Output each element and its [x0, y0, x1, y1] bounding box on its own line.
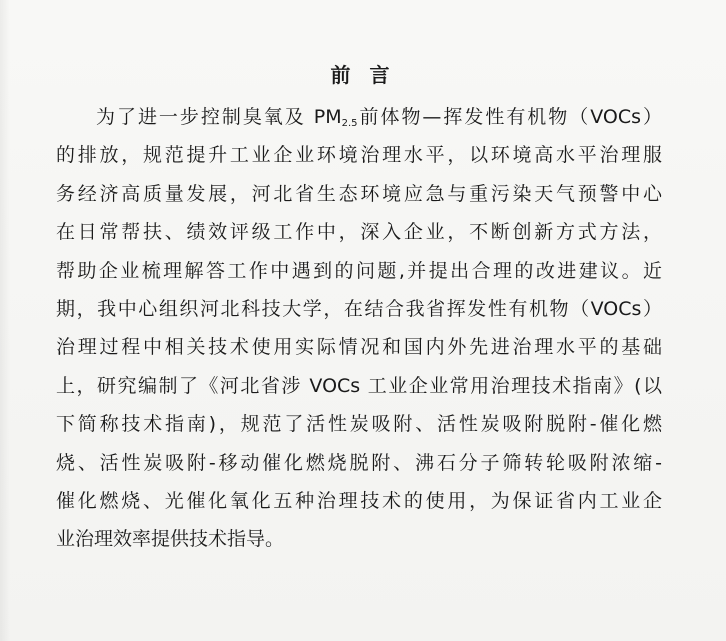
preface-line-8: 上，研究编制了《河北省涉 VOCs 工业企业常用治理技术指南》(以 — [56, 374, 662, 397]
preface-line-9: 下简称技术指南)，规范了活性炭吸附、活性炭吸附脱附-催化燃 — [56, 413, 662, 436]
preface-line-3: 务经济高质量发展，河北省生态环境应急与重污染天气预警中心 — [56, 182, 662, 205]
preface-line-1-after: 前体物—挥发性有机物（VOCs） — [357, 106, 662, 128]
preface-line-11: 催化燃烧、光催化氧化五种治理技术的使用，为保证省内工业企 — [56, 489, 662, 512]
preface-line-12: 业治理效率提供技术指导。 — [56, 528, 285, 551]
preface-line-6: 期，我中心组织河北科技大学，在结合我省挥发性有机物（VOCs） — [56, 297, 662, 320]
preface-line-10: 烧、活性炭吸附-移动催化燃烧脱附、沸石分子筛转轮吸附浓缩- — [56, 451, 662, 474]
preface-line-7: 治理过程中相关技术使用实际情况和国内外先进治理水平的基础 — [56, 336, 662, 359]
page-edge-shadow — [0, 0, 10, 641]
preface-body — [56, 98, 662, 559]
preface-line-5: 帮助企业梳理解答工作中遇到的问题,并提出合理的改进建议。近 — [56, 259, 662, 282]
page-title: 前 言 — [330, 63, 396, 87]
preface-line-1-before: 为了进一步控制臭氧及 PM — [96, 106, 342, 128]
preface-line-1 — [56, 98, 662, 136]
preface-line-4: 在日常帮扶、绩效评级工作中，深入企业，不断创新方式方法， — [56, 221, 662, 244]
preface-line-2: 的排放，规范提升工业企业环境治理水平，以环境高水平治理服 — [56, 144, 662, 167]
pm-subscript: 2.5 — [341, 118, 358, 129]
